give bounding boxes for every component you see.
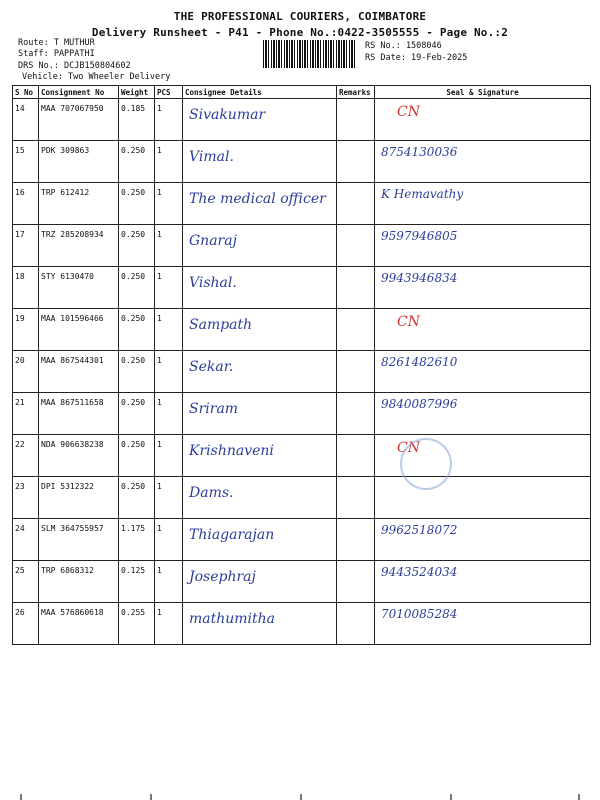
table-row <box>13 351 591 393</box>
col-consignment: Consignment No <box>39 86 119 99</box>
page-edge-marks <box>0 794 600 800</box>
vehicle-label: Vehicle: Two Wheeler Delivery <box>22 72 171 82</box>
weight-text: 0.250 <box>121 356 146 365</box>
rs-date: RS Date: 19-Feb-2025 <box>365 53 468 63</box>
pcs-cell <box>155 561 183 603</box>
signature-text: K Hemavathy <box>381 187 464 201</box>
consignment-no-cell <box>39 477 119 519</box>
sno-text: 20 <box>15 356 25 365</box>
sno-cell <box>13 561 39 603</box>
sno-cell <box>13 435 39 477</box>
table-row <box>13 267 591 309</box>
pcs-cell <box>155 477 183 519</box>
runsheet-subtitle: Delivery Runsheet - P41 - Phone No.:0422-3505555 - Page No.:2 <box>91 26 509 39</box>
sno-text: 23 <box>15 482 25 491</box>
table-row <box>13 393 591 435</box>
sno-text: 15 <box>15 146 25 155</box>
weight-text: 0.250 <box>121 482 146 491</box>
remarks-cell <box>337 141 375 183</box>
weight-text: 0.250 <box>121 440 146 449</box>
sno-text: 16 <box>15 188 25 197</box>
signature-cell <box>375 561 591 603</box>
consignment-no-text: TRP 6868312 <box>41 566 94 575</box>
sno-cell <box>13 519 39 561</box>
consignment-no-text: TRZ 285208934 <box>41 230 104 239</box>
consignee-text: Gnaraj <box>189 233 237 249</box>
signature-text: 9597946805 <box>381 229 458 243</box>
remarks-cell <box>337 183 375 225</box>
consignee-cell <box>183 267 337 309</box>
pcs-text: 1 <box>157 272 162 281</box>
signature-cell <box>375 267 591 309</box>
pcs-cell <box>155 225 183 267</box>
consignee-text: Vimal. <box>189 149 234 165</box>
consignment-no-text: NDA 906638238 <box>41 440 104 449</box>
pcs-text: 1 <box>157 524 162 533</box>
consignee-text: The medical officer <box>189 191 326 207</box>
sno-cell <box>13 393 39 435</box>
col-seal-signature: Seal & Signature <box>375 86 591 99</box>
sno-text: 19 <box>15 314 25 323</box>
signature-cell <box>375 477 591 519</box>
weight-text: 0.255 <box>121 608 146 617</box>
signature-cell <box>375 603 591 645</box>
sno-cell <box>13 351 39 393</box>
consignment-no-cell <box>39 435 119 477</box>
table-row <box>13 225 591 267</box>
seal-stamp <box>400 438 452 490</box>
consignment-no-cell <box>39 561 119 603</box>
col-remarks: Remarks <box>337 86 375 99</box>
col-sno: S No <box>13 86 39 99</box>
pcs-cell <box>155 435 183 477</box>
consignee-text: Sriram <box>189 401 239 417</box>
consignee-cell <box>183 393 337 435</box>
table-row <box>13 183 591 225</box>
consignment-no-text: SLM 364755957 <box>41 524 104 533</box>
consignee-text: Thiagarajan <box>189 527 275 543</box>
signature-cell <box>375 393 591 435</box>
remarks-cell <box>337 267 375 309</box>
signature-text: CN <box>397 104 420 120</box>
remarks-cell <box>337 393 375 435</box>
signature-text: 9962518072 <box>381 523 458 537</box>
sno-text: 24 <box>15 524 25 533</box>
sno-text: 26 <box>15 608 25 617</box>
remarks-cell <box>337 603 375 645</box>
pcs-cell <box>155 141 183 183</box>
signature-text: 7010085284 <box>381 607 458 621</box>
table-row <box>13 519 591 561</box>
weight-cell <box>119 225 155 267</box>
consignment-no-text: MAA 867544301 <box>41 356 104 365</box>
sno-cell <box>13 99 39 141</box>
sno-text: 17 <box>15 230 25 239</box>
pcs-text: 1 <box>157 356 162 365</box>
consignment-no-cell <box>39 351 119 393</box>
rs-number: RS No.: 1508046 <box>365 41 442 51</box>
signature-text: 9943946834 <box>381 271 458 285</box>
consignment-no-cell <box>39 603 119 645</box>
consignee-cell <box>183 351 337 393</box>
pcs-cell <box>155 99 183 141</box>
weight-cell <box>119 99 155 141</box>
remarks-cell <box>337 519 375 561</box>
consignee-text: Krishnaveni <box>189 443 274 459</box>
sno-text: 25 <box>15 566 25 575</box>
table-row <box>13 435 591 477</box>
consignment-no-cell <box>39 183 119 225</box>
table-row <box>13 141 591 183</box>
consignee-cell <box>183 309 337 351</box>
weight-cell <box>119 519 155 561</box>
weight-text: 0.125 <box>121 566 146 575</box>
pcs-text: 1 <box>157 314 162 323</box>
pcs-text: 1 <box>157 230 162 239</box>
consignee-cell <box>183 183 337 225</box>
col-pcs: PCS <box>155 86 183 99</box>
remarks-cell <box>337 435 375 477</box>
remarks-cell <box>337 99 375 141</box>
sno-cell <box>13 267 39 309</box>
remarks-cell <box>337 225 375 267</box>
consignee-text: Sivakumar <box>189 107 266 123</box>
consignment-no-text: TRP 612412 <box>41 188 90 197</box>
consignee-cell <box>183 519 337 561</box>
route-label: Route: T MUTHUR <box>18 38 95 48</box>
sno-cell <box>13 477 39 519</box>
consignee-cell <box>183 477 337 519</box>
consignment-no-text: PDK 309863 <box>41 146 90 155</box>
table-row <box>13 561 591 603</box>
runsheet-table <box>12 85 591 645</box>
weight-cell <box>119 393 155 435</box>
consignment-no-cell <box>39 519 119 561</box>
weight-cell <box>119 477 155 519</box>
pcs-text: 1 <box>157 608 162 617</box>
weight-cell <box>119 561 155 603</box>
consignment-no-cell <box>39 393 119 435</box>
consignment-no-text: MAA 867511658 <box>41 398 104 407</box>
signature-cell <box>375 99 591 141</box>
pcs-cell <box>155 267 183 309</box>
signature-cell <box>375 309 591 351</box>
consignee-cell <box>183 603 337 645</box>
pcs-text: 1 <box>157 188 162 197</box>
consignment-no-text: MAA 101596466 <box>41 314 104 323</box>
signature-text: 9840087996 <box>381 397 458 411</box>
signature-cell <box>375 183 591 225</box>
pcs-text: 1 <box>157 398 162 407</box>
remarks-cell <box>337 351 375 393</box>
pcs-text: 1 <box>157 482 162 491</box>
pcs-cell <box>155 351 183 393</box>
sno-cell <box>13 225 39 267</box>
consignment-no-text: MAA 707067950 <box>41 104 104 113</box>
consignment-no-cell <box>39 267 119 309</box>
col-weight: Weight <box>119 86 155 99</box>
pcs-text: 1 <box>157 146 162 155</box>
sno-text: 21 <box>15 398 25 407</box>
weight-text: 0.250 <box>121 188 146 197</box>
table-row <box>13 309 591 351</box>
company-title: THE PROFESSIONAL COURIERS, COIMBATORE <box>173 10 427 23</box>
sno-text: 22 <box>15 440 25 449</box>
weight-cell <box>119 141 155 183</box>
consignee-cell <box>183 561 337 603</box>
sno-text: 18 <box>15 272 25 281</box>
pcs-cell <box>155 309 183 351</box>
consignment-no-text: DPI 5312322 <box>41 482 94 491</box>
pcs-cell <box>155 603 183 645</box>
consignee-text: Sampath <box>189 317 253 333</box>
table-header-row <box>13 86 591 99</box>
drs-number: DRS No.: DCJB150804602 <box>18 61 131 71</box>
weight-text: 0.250 <box>121 272 146 281</box>
weight-cell <box>119 603 155 645</box>
remarks-cell <box>337 309 375 351</box>
consignment-no-text: MAA 576860618 <box>41 608 104 617</box>
consignee-text: Vishal. <box>189 275 237 291</box>
consignee-text: mathumitha <box>189 611 276 627</box>
sno-cell <box>13 141 39 183</box>
consignment-no-cell <box>39 309 119 351</box>
weight-text: 0.250 <box>121 314 146 323</box>
pcs-cell <box>155 393 183 435</box>
weight-cell <box>119 309 155 351</box>
sno-cell <box>13 309 39 351</box>
weight-cell <box>119 267 155 309</box>
pcs-cell <box>155 183 183 225</box>
weight-text: 0.185 <box>121 104 146 113</box>
signature-text: CN <box>397 314 420 330</box>
pcs-text: 1 <box>157 566 162 575</box>
consignment-no-cell <box>39 99 119 141</box>
consignee-cell <box>183 141 337 183</box>
pcs-cell <box>155 519 183 561</box>
signature-cell <box>375 519 591 561</box>
sno-cell <box>13 183 39 225</box>
consignee-cell <box>183 435 337 477</box>
consignee-text: Sekar. <box>189 359 234 375</box>
weight-text: 0.250 <box>121 230 146 239</box>
pcs-text: 1 <box>157 104 162 113</box>
consignment-no-text: STY 6130470 <box>41 272 94 281</box>
table-row <box>13 99 591 141</box>
consignee-cell <box>183 99 337 141</box>
sno-text: 14 <box>15 104 25 113</box>
staff-label: Staff: PAPPATHI <box>18 49 95 59</box>
consignee-text: Josephraj <box>189 569 256 585</box>
signature-cell <box>375 141 591 183</box>
weight-cell <box>119 435 155 477</box>
consignee-text: Dams. <box>189 485 234 501</box>
weight-text: 0.250 <box>121 398 146 407</box>
consignment-no-cell <box>39 141 119 183</box>
pcs-text: 1 <box>157 440 162 449</box>
signature-text: 9443524034 <box>381 565 458 579</box>
signature-cell <box>375 351 591 393</box>
col-consignee: Consignee Details <box>183 86 337 99</box>
consignment-no-cell <box>39 225 119 267</box>
signature-text: 8261482610 <box>381 355 458 369</box>
consignee-cell <box>183 225 337 267</box>
signature-cell <box>375 225 591 267</box>
weight-cell <box>119 183 155 225</box>
remarks-cell <box>337 561 375 603</box>
signature-text: 8754130036 <box>381 145 458 159</box>
table-row <box>13 477 591 519</box>
signature-text: CN <box>397 440 420 456</box>
table-row <box>13 603 591 645</box>
sno-cell <box>13 603 39 645</box>
weight-text: 1.175 <box>121 524 146 533</box>
barcode <box>263 40 355 68</box>
weight-cell <box>119 351 155 393</box>
remarks-cell <box>337 477 375 519</box>
weight-text: 0.250 <box>121 146 146 155</box>
